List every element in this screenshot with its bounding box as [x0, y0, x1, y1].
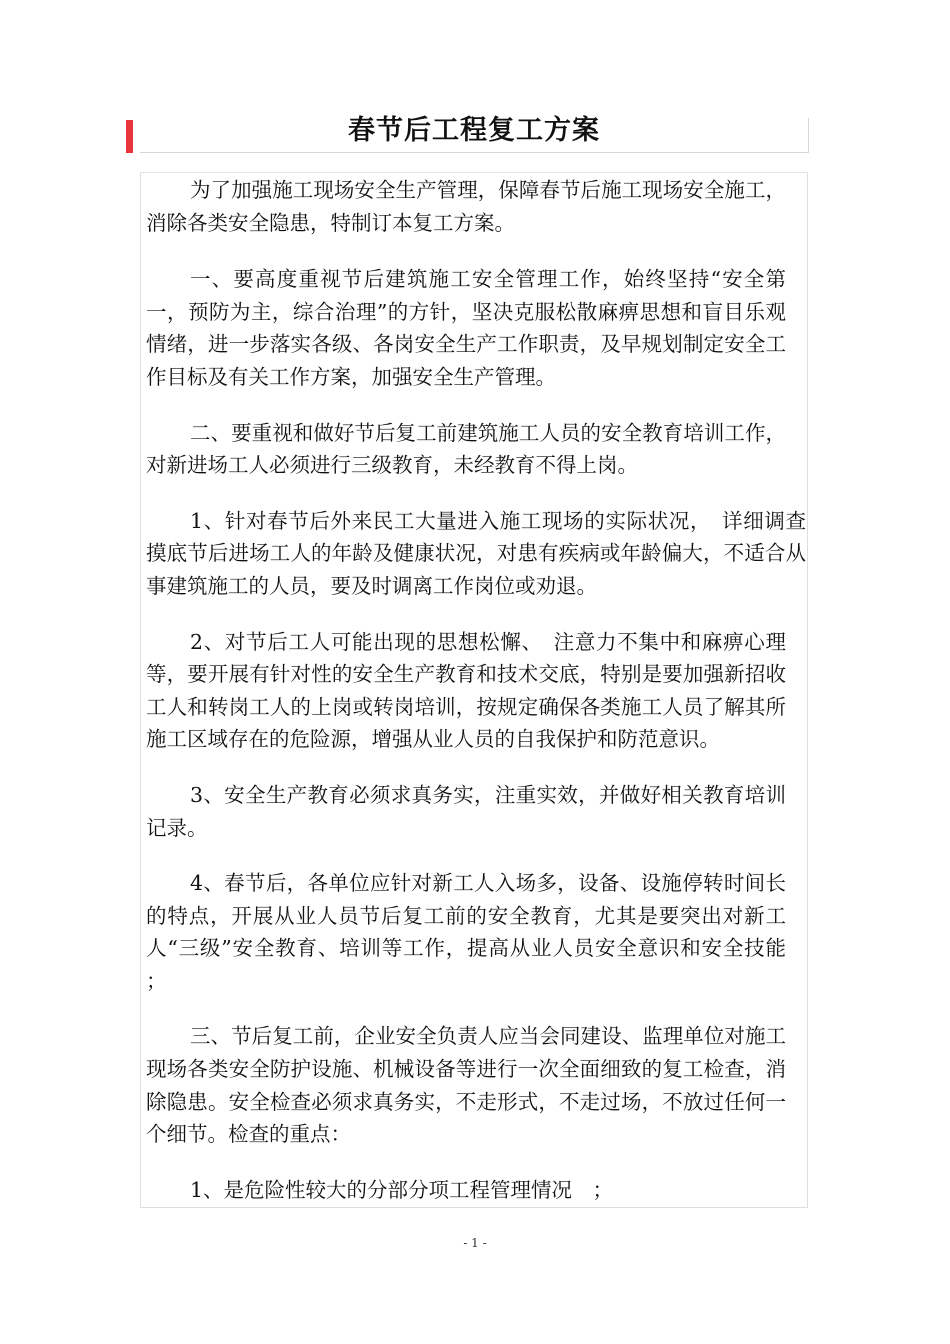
- paragraph: 二、要重视和做好节后复工前建筑施工人员的安全教育培训工作，对新进场工人必须进行三级教育，未经教育不得上岗。: [146, 420, 786, 478]
- paragraph: 2、对节后工人可能出现的思想松懈、 注意力不集中和麻痹心理等，要开展有针对性的安全生产教育和技术交底，特别是要加强新招收工人和转岗工人的上岗或转岗培训，按规定确保各类施工人员了解其所施工区域存在的危险源，增强从业人员的自我保护和防范意识。: [146, 629, 786, 752]
- paragraph: 为了加强施工现场安全生产管理，保障春节后施工现场安全施工，消除各类安全隐患，特制订本复工方案。: [146, 178, 786, 235]
- paragraph: 一、要高度重视节后建筑施工安全管理工作，始终坚持“安全第一，预防为主，综合治理”的方针，坚决克服松散麻痹思想和盲目乐观情绪，进一步落实各级、各岗安全生产工作职责，及早规划制定安全工作目标及有关工作方案，加强安全生产管理。: [146, 267, 786, 389]
- paragraph: 4、春节后，各单位应针对新工人入场多，设备、设施停转时间长的特点，开展从业人员节后复工前的安全教育，尤其是要突出对新工人“三级”安全教育、培训等工作，提高从业人员安全意识和安全技能 ；: [146, 871, 786, 993]
- paragraph: 三、节后复工前，企业安全负责人应当会同建设、监理单位对施工现场各类安全防护设施、机械设备等进行一次全面细致的复工检查，消除隐患。安全检查必须求真务实，不走形式，不走过场，不放过任何一个细节。检查的重点：: [146, 1024, 786, 1147]
- paragraph: 1、是危险性较大的分部分项工程管理情况 ；: [190, 1177, 614, 1202]
- document-body: [146, 172, 806, 1206]
- title-accent-bar: [126, 120, 133, 153]
- document-title: 春节后工程复工方案: [348, 115, 600, 146]
- paragraph: 1、针对春节后外来民工大量进入施工现场的实际状况， 详细调查摸底节后进场工人的年龄及健康状况，对患有疾病或年龄偏大，不适合从事建筑施工的人员，要及时调离工作岗位或劝退。: [146, 508, 806, 598]
- page-number: - 1 -: [463, 1236, 487, 1250]
- paragraph: 3、安全生产教育必须求真务实，注重实效，并做好相关教育培训记录。: [146, 782, 786, 840]
